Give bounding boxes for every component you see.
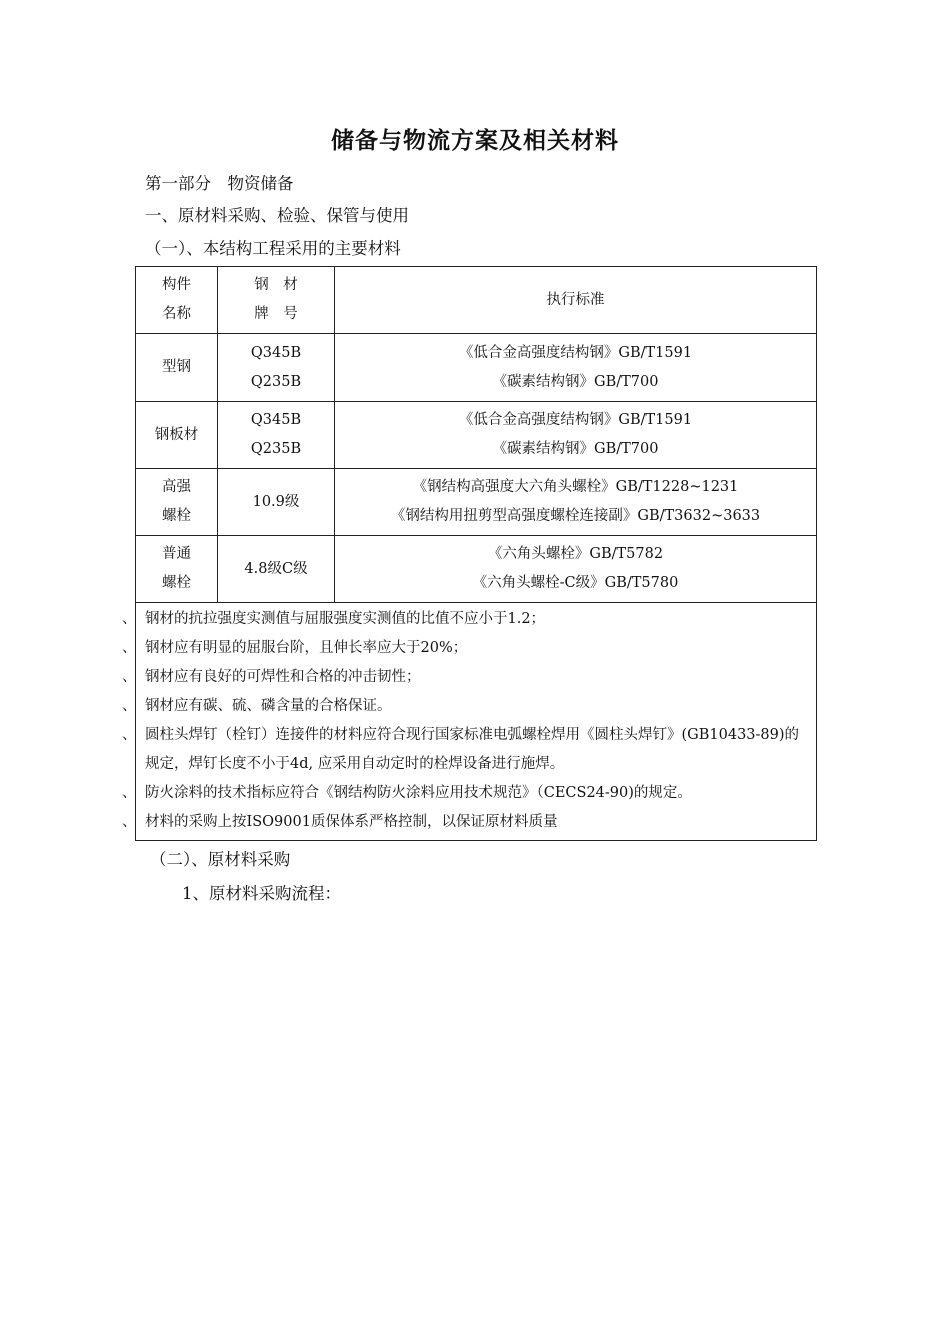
table-row <box>136 536 817 603</box>
header-component-name: 构件 名称 <box>136 267 218 334</box>
subsection-heading-1: （一）、本结构工程采用的主要材料 <box>145 239 401 258</box>
note-item: 、 材料的采购上按ISO9001质保体系严格控制，以保证原材料质量 <box>136 808 816 837</box>
list-item-procurement-flow: 1、原材料采购流程： <box>182 884 341 903</box>
note-item: 、 钢材应有碳、硫、磷含量的合格保证。 <box>136 692 816 721</box>
note-item: 、 钢材的抗拉强度实测值与屈服强度实测值的比值不应小于1.2； <box>136 605 816 634</box>
subsection-heading-2: （二）、原材料采购 <box>150 850 291 869</box>
table-row <box>136 402 817 469</box>
cell-standard: 《钢结构高强度大六角头螺栓》GB/T1228~1231 《钢结构用扭剪型高强度螺栓连接副》GB/T3632~3633 <box>335 469 817 536</box>
cell-component: 高强 螺栓 <box>136 469 218 536</box>
header-steel-grade: 钢 材 牌 号 <box>218 267 335 334</box>
cell-standard: 《六角头螺栓》GB/T5782 《六角头螺栓-C级》GB/T5780 <box>335 536 817 603</box>
header-standard: 执行标准 <box>335 267 817 334</box>
cell-component: 普通 螺栓 <box>136 536 218 603</box>
note-item: 、 防火涂料的技术指标应符合《钢结构防火涂料应用技术规范》（CECS24-90)的规定。 <box>136 779 816 808</box>
cell-component: 钢板材 <box>136 402 218 469</box>
table-row <box>136 334 817 402</box>
note-item: 、 钢材应有良好的可焊性和合格的冲击韧性； <box>136 663 816 692</box>
cell-grade: Q345B Q235B <box>218 334 335 402</box>
note-item: 、 钢材应有明显的屈服台阶，且伸长率应大于20%； <box>136 634 816 663</box>
cell-standard: 《低合金高强度结构钢》GB/T1591 《碳素结构钢》GB/T700 <box>335 402 817 469</box>
cell-component: 型钢 <box>136 334 218 402</box>
cell-grade: 4.8级C级 <box>218 536 335 603</box>
table-row <box>136 469 817 536</box>
table-header-row <box>136 267 817 334</box>
materials-table <box>135 266 817 841</box>
document-title: 储备与物流方案及相关材料 <box>331 128 619 154</box>
part-heading: 第一部分 物资储备 <box>145 174 294 193</box>
notes-row <box>136 603 817 841</box>
cell-grade: 10.9级 <box>218 469 335 536</box>
note-item: 、 圆柱头焊钉（栓钉）连接件的材料应符合现行国家标准电弧螺栓焊用《圆柱头焊钉》(GB10433-89)的规定，焊钉长度不小于4d, 应采用自动定时的栓焊设备进行施焊。 <box>136 721 816 779</box>
notes-cell <box>136 603 817 841</box>
cell-grade: Q345B Q235B <box>218 402 335 469</box>
cell-standard: 《低合金高强度结构钢》GB/T1591 《碳素结构钢》GB/T700 <box>335 334 817 402</box>
section-heading: 一、原材料采购、检验、保管与使用 <box>145 206 409 225</box>
